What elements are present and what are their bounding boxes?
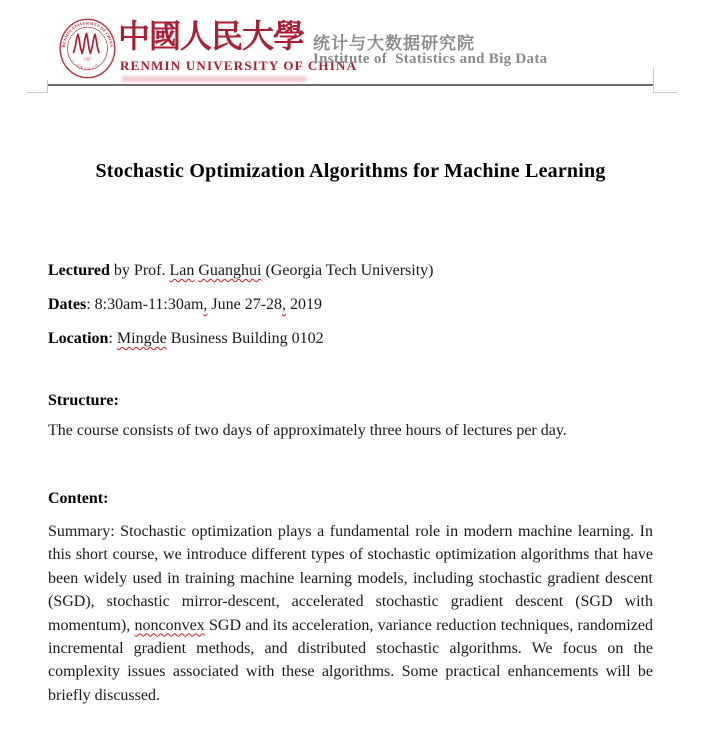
- dates-line: [48, 295, 653, 314]
- margin-mark-right-vertical: [653, 68, 654, 92]
- lectured-label: Lectured: [48, 262, 110, 279]
- location-colon: :: [108, 330, 117, 347]
- dates-year: 2019: [286, 296, 323, 313]
- lectured-text: by Prof.: [109, 262, 170, 279]
- summary-part-2: SGD and its acceleration, variance reduction techniques, randomized incremental gradient methods, and distributed stochastic algorithms. We focus on the complexity issues associated with these algorithms. Some practical enhancements will be briefly discussed.: [48, 616, 653, 704]
- lecturer-line: [48, 261, 653, 280]
- logo-blurred-artifact: [121, 76, 307, 82]
- dates-time: : 8:30am-11:30am: [86, 296, 204, 313]
- seal-top-text: RENMIN UNIVERSITY OF CHINA: [60, 20, 115, 48]
- seal-inner-ring: [68, 27, 108, 70]
- structure-heading: Structure:: [48, 392, 119, 409]
- university-name-calligraphy: 中國人民大學: [118, 18, 305, 54]
- content-summary-paragraph: [48, 520, 653, 707]
- summary-misspelled-word: nonconvex: [134, 616, 205, 634]
- lecturer-last-name: Guanghui: [198, 262, 262, 279]
- header-divider-rule: [48, 84, 653, 86]
- margin-mark-right-horizontal: [653, 92, 677, 93]
- dates-comma-2: ,: [282, 296, 287, 313]
- summary-part-1: Summary: Stochastic optimization plays a fundamental role in modern machine learning. In this short course, we introduce different types of stochastic optimization algorithms that have been widely used in training machine learning models, including stochastic gradient descent (SGD), stochastic mirror-descent, accelerated stochastic gradient descent (SGD with momentum),: [48, 523, 653, 634]
- location-line: [48, 329, 653, 348]
- dates-comma-1: ,: [203, 296, 208, 313]
- location-rest: Business Building 0102: [166, 330, 324, 347]
- seal-year: 1937: [83, 57, 92, 62]
- location-label: Location: [48, 330, 109, 347]
- lecturer-first-name: Lan: [169, 262, 195, 279]
- institute-name-chinese: 统计与大数据研究院: [313, 34, 475, 53]
- content-heading: Content:: [48, 490, 109, 507]
- location-building-name: Mingde: [116, 330, 167, 347]
- seal-bottom-text: 中国人民大学: [74, 63, 101, 72]
- university-name-english: RENMIN UNIVERSITY OF CHINA: [120, 58, 358, 73]
- document-title: Stochastic Optimization Algorithms for Machine Learning: [95, 160, 606, 182]
- dates-label: Dates: [48, 296, 87, 313]
- lecturer-affiliation: (Georgia Tech University): [261, 262, 434, 279]
- institute-name-english: Institute of Statistics and Big Data: [313, 51, 548, 67]
- university-seal-logo: [59, 18, 116, 79]
- dates-days: June 27-28: [207, 296, 283, 313]
- margin-mark-left-horizontal: [27, 92, 48, 93]
- structure-text: The course consists of two days of approximately three hours of lectures per day.: [48, 422, 567, 439]
- seal-three-figures-icon: [74, 34, 100, 54]
